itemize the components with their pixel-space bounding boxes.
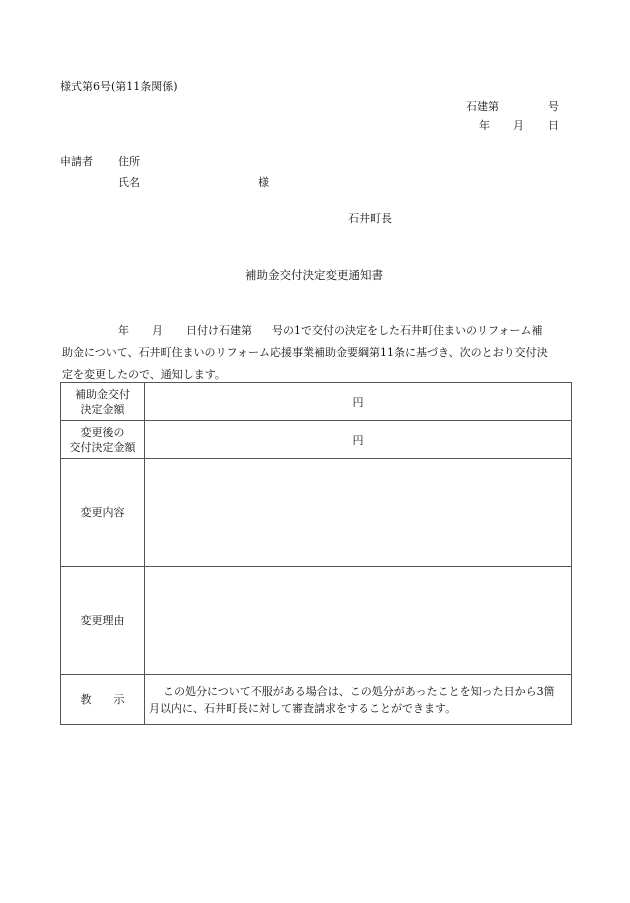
table-row bbox=[61, 567, 572, 675]
body-dated-ref: 日付け石建第 bbox=[186, 324, 252, 337]
notice-body bbox=[62, 320, 574, 386]
row-label: 変更理由 bbox=[61, 567, 145, 675]
table-row bbox=[61, 459, 572, 567]
table-row bbox=[61, 675, 572, 725]
body-year: 年 bbox=[118, 324, 129, 337]
body-month: 月 bbox=[152, 324, 163, 337]
honorific: 様 bbox=[258, 176, 269, 189]
address-label: 住所 bbox=[118, 155, 140, 168]
amount-cell: 円 bbox=[145, 383, 572, 421]
name-label: 氏名 bbox=[118, 176, 140, 189]
row-label: 変更後の 交付決定金額 bbox=[61, 421, 145, 459]
table-row bbox=[61, 383, 572, 421]
body-line-1 bbox=[62, 320, 574, 342]
amount-cell: 円 bbox=[145, 421, 572, 459]
page-title: 補助金交付決定変更通知書 bbox=[245, 268, 383, 282]
decision-table bbox=[60, 382, 572, 725]
date-day: 日 bbox=[548, 119, 559, 132]
applicant-label: 申請者 bbox=[60, 155, 93, 168]
change-content-cell bbox=[145, 459, 572, 567]
appeal-notice: この処分について不服がある場合は、この処分があったことを知った日から3箇 月以内に、石井町長に対して審査請求をすることができます。 bbox=[145, 675, 572, 725]
body-rest: 号の1で交付の決定をした石井町住まいのリフォーム補 bbox=[272, 324, 543, 337]
row-label: 変更内容 bbox=[61, 459, 145, 567]
body-line-2: 助金について、石井町住まいのリフォーム応援事業補助金要綱第11条に基づき、次のとおり交付決 bbox=[62, 346, 548, 359]
reference-prefix: 石建第 bbox=[466, 100, 499, 113]
reference-suffix: 号 bbox=[548, 100, 559, 113]
change-reason-cell bbox=[145, 567, 572, 675]
row-label: 教 示 bbox=[61, 675, 145, 725]
date-month: 月 bbox=[513, 119, 524, 132]
form-number: 様式第6号(第11条関係) bbox=[60, 80, 178, 93]
body-line-3: 定を変更したので、通知します。 bbox=[62, 368, 226, 381]
row-label: 補助金交付 決定金額 bbox=[61, 383, 145, 421]
date-year: 年 bbox=[479, 119, 490, 132]
table-row bbox=[61, 421, 572, 459]
issuer: 石井町長 bbox=[348, 212, 392, 225]
